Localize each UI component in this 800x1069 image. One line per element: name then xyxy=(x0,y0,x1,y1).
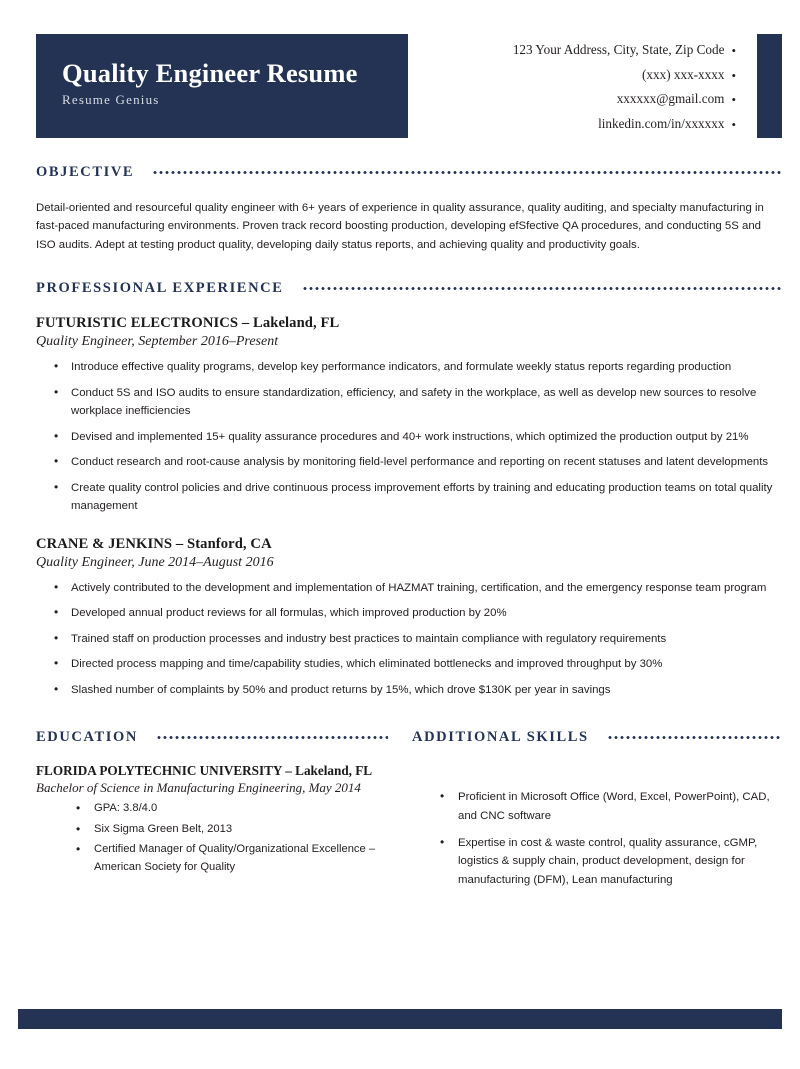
objective-heading xyxy=(36,164,782,181)
list-item: • Actively contributed to the development and implementation of HAZMAT training, certification, and the emergency response team program xyxy=(36,579,782,597)
list-item: • Proficient in Microsoft Office (Word, Excel, PowerPoint), CAD, and CNC software xyxy=(412,788,782,825)
list-item: • Conduct 5S and ISO audits to ensure standardization, efficiency, and safety in the workplace, as well as develop new sources to resolve workplace inefficiencies xyxy=(36,384,782,421)
list-item: • GPA: 3.8/4.0 xyxy=(36,800,388,818)
list-item: • Directed process mapping and time/capability studies, which eliminated bottlenecks and improved throughput by 30% xyxy=(36,655,782,673)
education-degree: Bachelor of Science in Manufacturing Engineering, May 2014 xyxy=(36,780,361,796)
list-item: • Create quality control policies and drive continuous process improvement efforts by training and educating production teams on total quality management xyxy=(36,479,782,516)
job-bullet-list xyxy=(36,358,782,515)
bullet-icon: • xyxy=(731,67,736,83)
list-item: • Introduce effective quality programs, develop key performance indicators, and formulate weekly status reports regarding production xyxy=(36,358,782,376)
experience-heading-label: PROFESSIONAL EXPERIENCE xyxy=(36,280,284,297)
job-role: Quality Engineer, September 2016–Present xyxy=(36,334,279,350)
page-subtitle: Resume Genius xyxy=(62,91,160,107)
header-accent-block xyxy=(757,34,782,138)
contact-address-text: 123 Your Address, City, State, Zip Code xyxy=(512,42,725,57)
page-title: Quality Engineer Resume xyxy=(62,58,358,88)
list-item: • Trained staff on production processes and industry best practices to maintain compliance with regulatory requirements xyxy=(36,630,782,648)
bullet-icon: • xyxy=(731,43,736,59)
dotted-rule xyxy=(152,171,782,174)
education-heading xyxy=(36,729,388,746)
resume-page xyxy=(0,34,800,1069)
title-block xyxy=(36,34,408,138)
education-entry xyxy=(36,763,388,877)
job-role: Quality Engineer, June 2014–August 2016 xyxy=(36,554,274,570)
bullet-icon: • xyxy=(731,92,736,108)
dotted-rule xyxy=(302,287,783,290)
skills-heading xyxy=(412,729,782,746)
list-item: • Developed annual product reviews for all formulas, which improved production by 20% xyxy=(36,604,782,622)
education-section xyxy=(36,729,388,898)
contact-address xyxy=(406,38,736,63)
list-item: • Expertise in cost & waste control, quality assurance, cGMP, logistics & supply chain, product development, design for manufacturing (DFM), Lean manufacturing xyxy=(412,834,782,889)
experience-heading xyxy=(36,280,782,297)
contact-linkedin-text: linkedin.com/in/xxxxxx xyxy=(598,115,725,131)
education-school: FLORIDA POLYTECHNIC UNIVERSITY – Lakeland, FL xyxy=(36,763,373,779)
education-detail-list xyxy=(36,800,388,877)
bullet-icon: • xyxy=(731,117,736,132)
objective-section xyxy=(36,164,782,254)
contact-phone xyxy=(406,63,736,88)
list-item: • Slashed number of complaints by 50% and product returns by 15%, which drove $130K per year in savings xyxy=(36,681,782,699)
experience-section xyxy=(36,280,782,699)
skills-list xyxy=(412,788,782,889)
list-item: • Certified Manager of Quality/Organizational Excellence – American Society for Quality xyxy=(36,841,388,876)
list-item: • Six Sigma Green Belt, 2013 xyxy=(36,821,388,839)
skills-heading-label: ADDITIONAL SKILLS xyxy=(412,729,589,746)
dotted-rule xyxy=(156,736,388,739)
experience-entry xyxy=(36,315,782,515)
education-heading-label: EDUCATION xyxy=(36,729,138,746)
contact-info xyxy=(406,34,736,136)
job-bullet-list xyxy=(36,579,782,699)
dotted-rule xyxy=(607,736,782,739)
skills-section xyxy=(412,729,782,898)
contact-linkedin[interactable] xyxy=(406,112,736,137)
objective-text: Detail-oriented and resourceful quality engineer with 6+ years of experience in quality assurance, quality auditing, and specialty manufacturing in fast-paced manufacturing environments. Proven track record boosting production, developing efSfective QA procedures, and conducting 5S and ISO audits. Adept at testing product quality, developing daily status reports, and achieving quality and productivity goals. xyxy=(36,202,764,251)
job-company: CRANE & JENKINS – Stanford, CA xyxy=(36,535,272,552)
job-company: FUTURISTIC ELECTRONICS – Lakeland, FL xyxy=(36,315,340,332)
list-item: • Devised and implemented 15+ quality assurance procedures and 40+ work instructions, which optimized the production output by 21% xyxy=(36,428,782,446)
contact-email[interactable] xyxy=(406,87,736,112)
list-item: • Conduct research and root-cause analysis by monitoring field-level performance and reporting on recent statuses and latent developments xyxy=(36,453,782,471)
contact-phone-text: (xxx) xxx-xxxx xyxy=(642,66,725,82)
objective-heading-label: OBJECTIVE xyxy=(36,164,135,180)
contact-email-text: xxxxxx@gmail.com xyxy=(616,91,725,107)
footer-bar xyxy=(18,1009,782,1029)
resume-header xyxy=(36,34,782,142)
experience-entry xyxy=(36,536,782,699)
bottom-columns xyxy=(36,729,782,898)
